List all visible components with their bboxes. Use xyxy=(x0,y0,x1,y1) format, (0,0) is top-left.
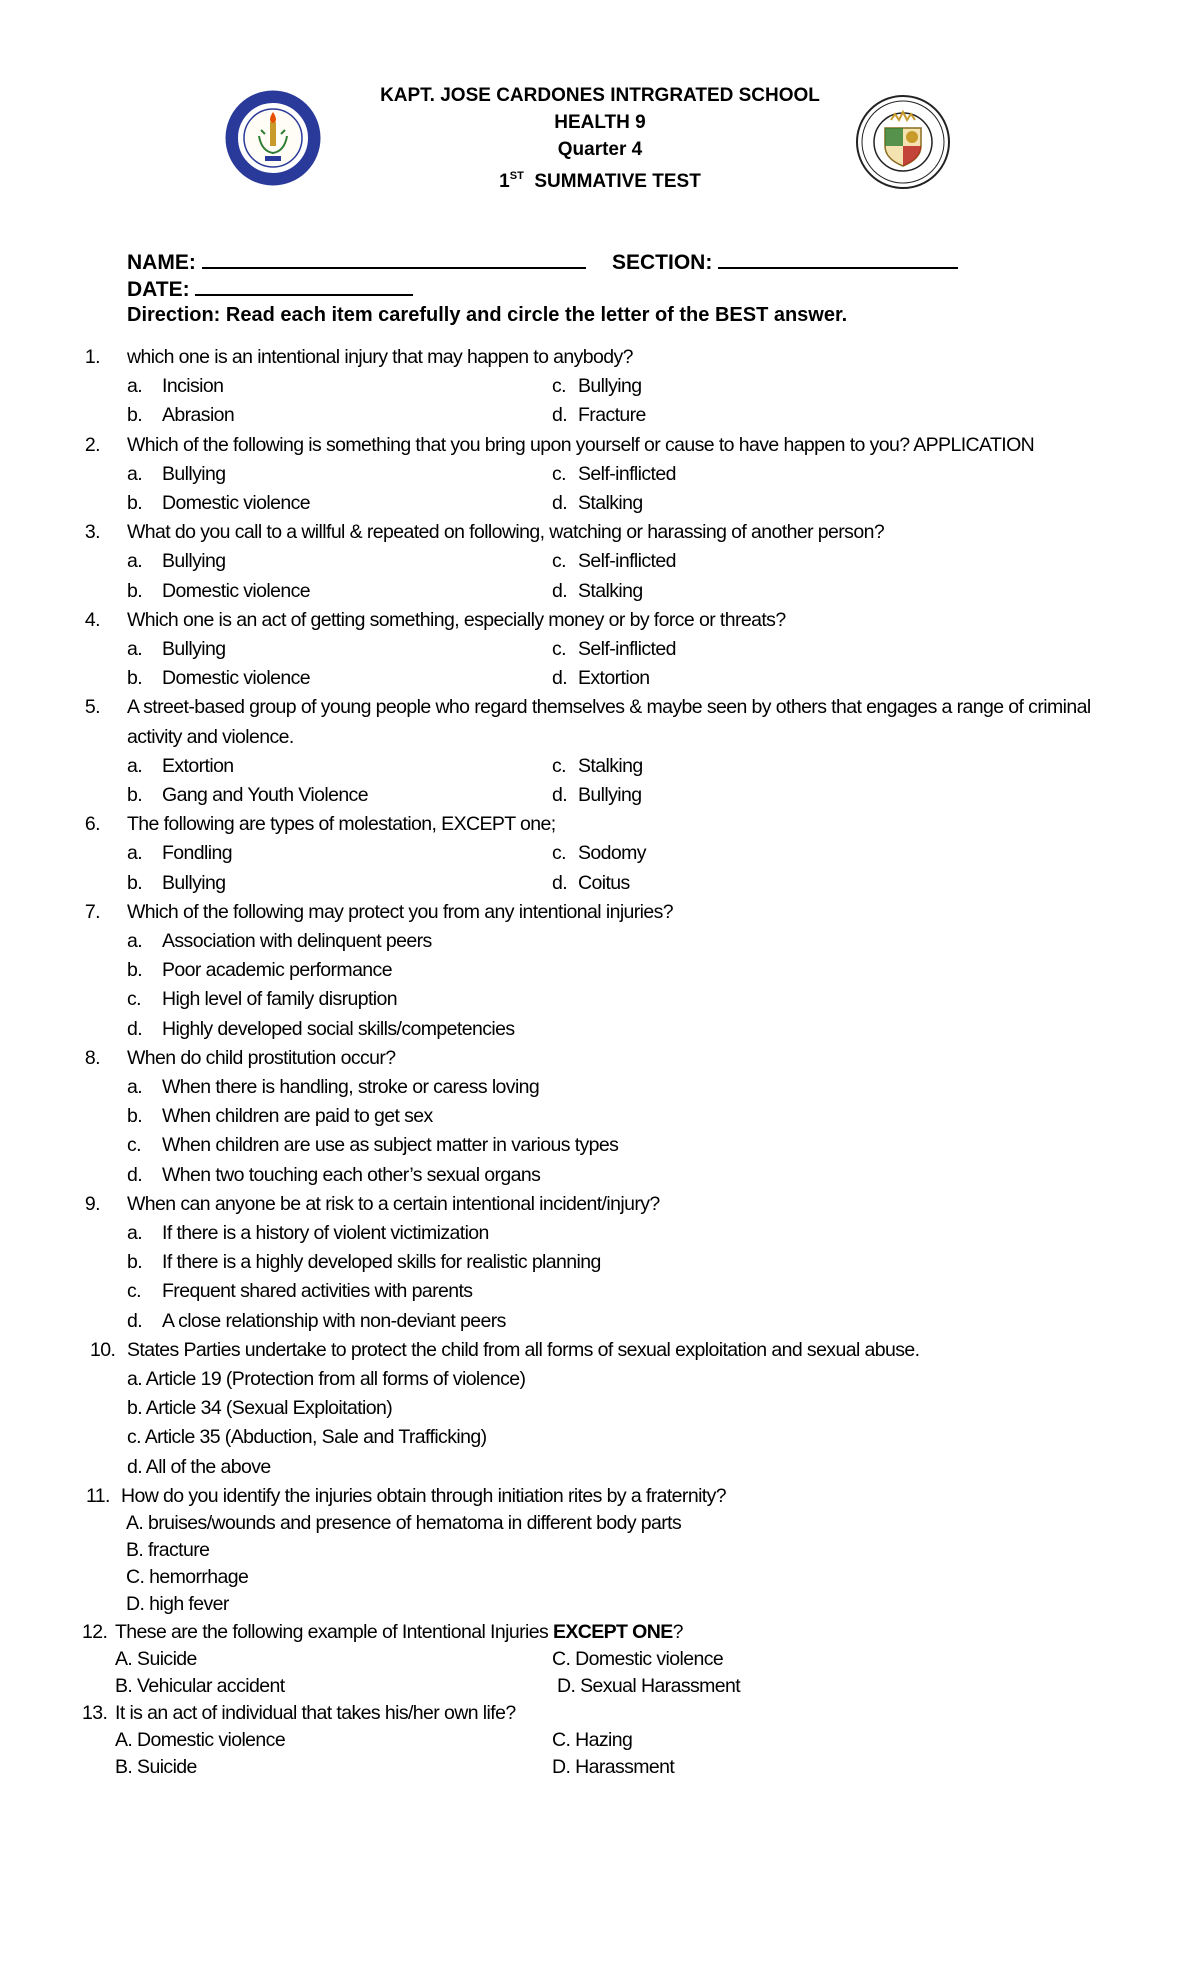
option-letter[interactable]: d. xyxy=(552,404,568,427)
option-text: Bullying xyxy=(162,462,226,485)
question-number: 13. xyxy=(82,1702,108,1725)
quarter-label: Quarter 4 xyxy=(557,139,643,160)
question-number: 11. xyxy=(86,1484,110,1507)
school-name: KAPT. JOSE CARDONES INTRGRATED SCHOOL xyxy=(380,85,820,106)
option-text: Stalking xyxy=(578,492,643,514)
question-text: which one is an intentional injury that may happen to anybody? xyxy=(127,346,633,368)
question-text: When do child prostitution occur? xyxy=(127,1046,396,1069)
option-text: Stalking xyxy=(578,754,643,777)
question-number: 1. xyxy=(84,346,100,368)
option-letter[interactable]: d. xyxy=(127,1309,143,1332)
option[interactable]: B. fracture xyxy=(126,1539,210,1562)
question-text: These are the following example of Intentional Injuries EXCEPT ONE? xyxy=(115,1620,683,1643)
option-text: When children are use as subject matter in various types xyxy=(162,1134,619,1157)
option-letter[interactable]: d. xyxy=(552,667,568,690)
option-letter[interactable]: b. xyxy=(127,667,143,690)
question-text: The following are types of molestation, EXCEPT one; xyxy=(127,813,556,836)
option-letter[interactable]: a. xyxy=(127,462,143,485)
question-text-cont: activity and violence. xyxy=(127,725,294,748)
option-letter[interactable]: b. xyxy=(127,784,143,806)
option[interactable]: b. Article 34 (Sexual Exploitation) xyxy=(127,1397,393,1420)
question-text: It is an act of individual that takes his/her own life? xyxy=(115,1702,516,1725)
option-letter[interactable]: c. xyxy=(127,1134,141,1157)
option[interactable]: C. Domestic violence xyxy=(552,1647,724,1670)
option-text: A close relationship with non-deviant peers xyxy=(162,1309,506,1332)
option-text: Self-inflicted xyxy=(578,638,676,660)
option[interactable]: D. Sexual Harassment xyxy=(557,1674,741,1697)
document-header xyxy=(0,82,1200,195)
option-text: When there is handling, stroke or caress loving xyxy=(162,1076,540,1098)
question-text: When can anyone be at risk to a certain intentional incident/injury? xyxy=(127,1192,660,1215)
option-letter[interactable]: d. xyxy=(127,1017,143,1040)
question-text: A street-based group of young people who regard themselves & maybe seen by others that engages a range of criminal xyxy=(127,696,1091,719)
option-letter[interactable]: a. xyxy=(127,930,143,952)
option[interactable]: C. Hazing xyxy=(552,1729,633,1752)
option-letter[interactable]: a. xyxy=(127,842,143,865)
option-text: Self-inflicted xyxy=(578,462,676,485)
option-text: Fracture xyxy=(578,404,646,427)
option-text: Extortion xyxy=(162,754,234,777)
option-text: Domestic violence xyxy=(162,579,311,602)
option-letter[interactable]: a. xyxy=(127,754,143,777)
question-number: 3. xyxy=(84,521,100,544)
option-text: Domestic violence xyxy=(162,492,311,514)
option-letter[interactable]: b. xyxy=(127,959,143,982)
option-text: Extortion xyxy=(578,667,650,690)
question-text: Which of the following may protect you from any intentional injuries? xyxy=(127,900,674,923)
option-letter[interactable]: d. xyxy=(552,492,568,514)
option-letter[interactable]: c. xyxy=(552,842,566,865)
option-text: High level of family disruption xyxy=(162,988,398,1011)
option-text: Abrasion xyxy=(162,404,235,427)
option-letter[interactable]: a. xyxy=(127,550,143,573)
name-label: NAME: xyxy=(127,251,196,274)
option[interactable]: C. hemorrhage xyxy=(126,1566,249,1589)
option[interactable]: d. All of the above xyxy=(127,1455,271,1478)
option-letter[interactable]: b. xyxy=(127,579,143,602)
option-letter[interactable]: c. xyxy=(127,1280,141,1303)
question-number: 9. xyxy=(84,1192,100,1215)
option-text: When children are paid to get sex xyxy=(162,1105,433,1128)
option-letter[interactable]: c. xyxy=(552,550,566,573)
date-label: DATE: xyxy=(127,278,190,301)
name-field xyxy=(127,249,586,275)
option-text: Bullying xyxy=(578,784,642,806)
date-blank[interactable] xyxy=(195,276,413,296)
question-number: 2. xyxy=(84,433,100,456)
option-letter[interactable]: c. xyxy=(552,462,566,485)
option-text: Gang and Youth Violence xyxy=(162,784,368,806)
option[interactable]: A. Domestic violence xyxy=(115,1729,286,1752)
question-number: 8. xyxy=(84,1046,100,1069)
option[interactable]: A. bruises/wounds and presence of hematoma in different body parts xyxy=(126,1511,682,1534)
question-number: 10. xyxy=(90,1338,116,1361)
option-text: Poor academic performance xyxy=(162,959,392,982)
question-text: Which of the following is something that you bring upon yourself or cause to have happen to you? APPLICATION xyxy=(127,433,1035,456)
option-letter[interactable]: c. xyxy=(552,638,566,660)
option[interactable]: c. Article 35 (Abduction, Sale and Trafficking) xyxy=(127,1426,487,1449)
option-text: Sodomy xyxy=(578,842,646,865)
option[interactable]: A. Suicide xyxy=(115,1647,197,1670)
option-text: Self-inflicted xyxy=(578,550,676,573)
option-text: Stalking xyxy=(578,579,643,602)
option-text: Coitus xyxy=(578,871,630,894)
option-text: If there is a highly developed skills for realistic planning xyxy=(162,1251,601,1274)
option[interactable]: D. Harassment xyxy=(552,1756,675,1779)
option-text: Bullying xyxy=(578,375,642,398)
question-text: How do you identify the injuries obtain through initiation rites by a fraternity? xyxy=(121,1484,727,1507)
option-letter[interactable]: c. xyxy=(552,375,566,398)
question-number: 12. xyxy=(82,1620,108,1643)
option-text: Frequent shared activities with parents xyxy=(162,1280,473,1303)
option[interactable]: a. Article 19 (Protection from all forms of violence) xyxy=(127,1368,526,1390)
option-letter[interactable]: d. xyxy=(552,579,568,602)
option-letter[interactable]: a. xyxy=(127,638,143,660)
option-text: Association with delinquent peers xyxy=(162,930,432,952)
option-letter[interactable]: a. xyxy=(127,1076,143,1098)
subject-title: HEALTH 9 xyxy=(554,112,646,133)
option[interactable]: D. high fever xyxy=(126,1593,229,1616)
option-text: Bullying xyxy=(162,550,226,573)
question-number: 5. xyxy=(84,696,100,719)
option-text: Highly developed social skills/competencies xyxy=(162,1017,515,1040)
option-letter[interactable]: b. xyxy=(127,1105,143,1128)
question-number: 7. xyxy=(84,900,100,923)
option-text: Bullying xyxy=(162,638,226,660)
option-text: Fondling xyxy=(162,842,233,865)
question-text: States Parties undertake to protect the child from all forms of sexual exploitation and sexual abuse. xyxy=(127,1338,920,1361)
option-text: When two touching each other’s sexual organs xyxy=(162,1163,541,1186)
option-letter[interactable]: d. xyxy=(552,871,568,894)
option-letter[interactable]: b. xyxy=(127,404,143,427)
section-blank[interactable] xyxy=(718,249,958,269)
option-letter[interactable]: b. xyxy=(127,871,143,894)
option[interactable]: B. Suicide xyxy=(115,1756,197,1779)
option-text: Bullying xyxy=(162,871,226,894)
option-letter[interactable]: a. xyxy=(127,1222,143,1244)
question-number: 4. xyxy=(84,608,100,631)
option-letter[interactable]: d. xyxy=(127,1163,143,1186)
option[interactable]: B. Vehicular accident xyxy=(115,1674,285,1697)
option-text: If there is a history of violent victimization xyxy=(162,1222,489,1244)
question-text: What do you call to a willful & repeated on following, watching or harassing of another person? xyxy=(127,521,885,544)
test-title: 1ST SUMMATIVE TEST xyxy=(499,170,701,192)
option-letter[interactable]: b. xyxy=(127,1251,143,1274)
direction-text: Direction: Read each item carefully and circle the letter of the BEST answer. xyxy=(127,304,848,326)
date-field xyxy=(127,276,413,302)
section-field xyxy=(612,249,958,275)
option-text: Incision xyxy=(162,375,224,398)
name-blank[interactable] xyxy=(202,249,586,269)
section-label: SECTION: xyxy=(612,251,713,274)
option-letter[interactable]: b. xyxy=(127,492,143,514)
option-letter[interactable]: c. xyxy=(552,754,566,777)
option-letter[interactable]: c. xyxy=(127,988,141,1011)
question-number: 6. xyxy=(84,813,100,836)
option-letter[interactable]: a. xyxy=(127,375,143,398)
option-letter[interactable]: d. xyxy=(552,784,568,806)
question-text: Which one is an act of getting something, especially money or by force or threats? xyxy=(127,608,786,631)
option-text: Domestic violence xyxy=(162,667,311,690)
